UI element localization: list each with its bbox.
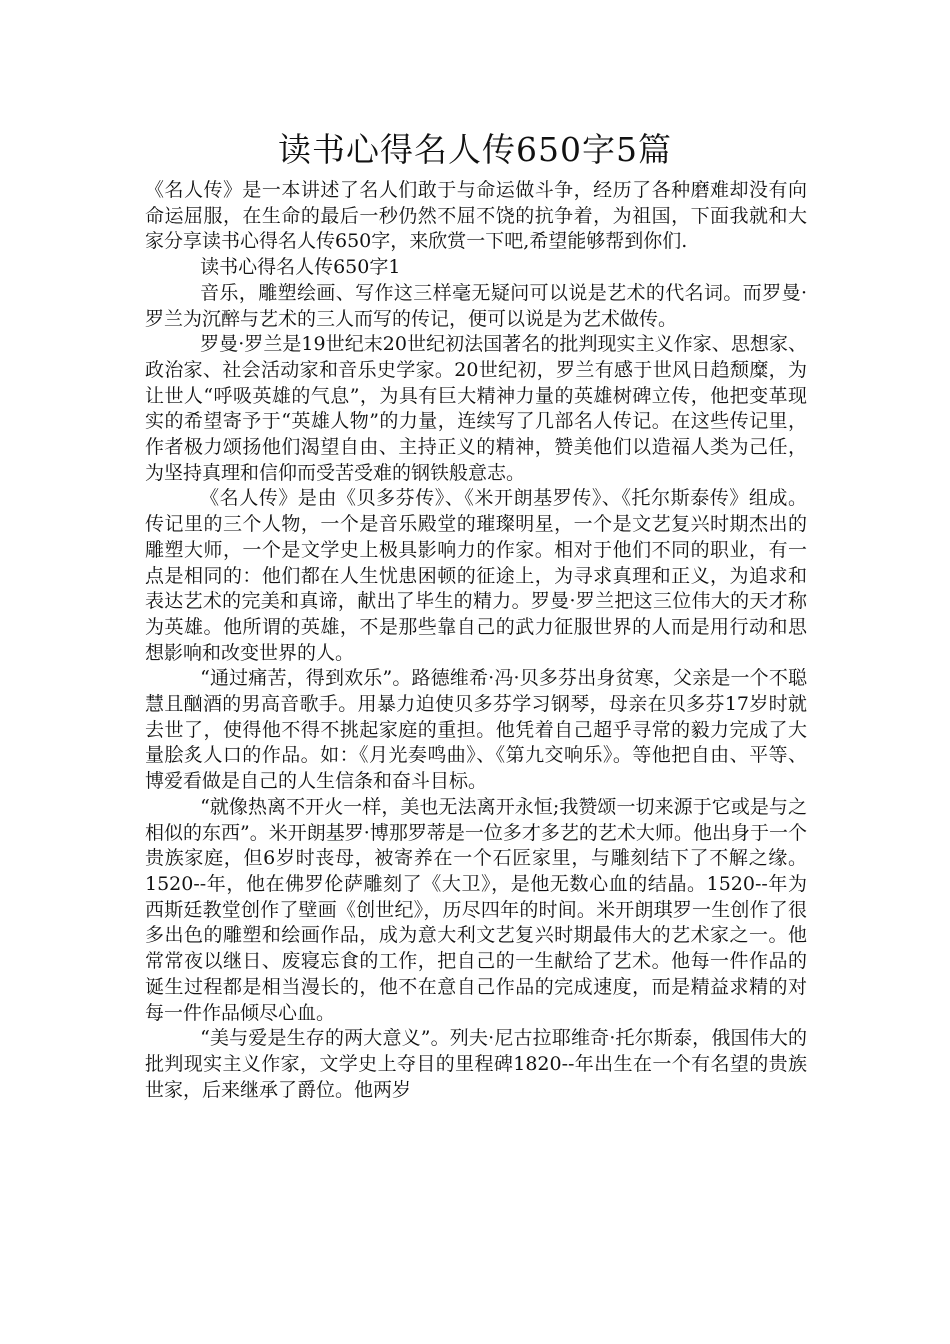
paragraph-3: 《名人传》是由《贝多芬传》、《米开朗基罗传》、《托尔斯泰传》组成。传记里的三个人物，一个是音乐殿堂的璀璨明星，一个是文艺复兴时期杰出的雕塑大师，一个是文学史上极具影响力的作家。相对于他们不同的职业，有一点是相同的：他们都在人生忧患困顿的征途上，为寻求真理和正义，为追求和表达艺术的完美和真谛，献出了毕生的精力。罗曼·罗兰把这三位伟大的天才称为英雄。他所谓的英雄，不是那些靠自己的武力征服世界的人而是用行动和思想影响和改变世界的人。 bbox=[145, 487, 807, 664]
document-body bbox=[145, 178, 807, 1103]
intro-paragraph: 《名人传》是一本讲述了名人们敢于与命运做斗争，经历了各种磨难却没有向命运屈服，在生命的最后一秒仍然不屈不饶的抗争着，为祖国，下面我就和大家分享读书心得名人传650字，来欣赏一下吧,希望能够帮到你们. bbox=[145, 179, 807, 253]
paragraph-5: “就像热离不开火一样，美也无法离开永恒;我赞颂一切来源于它或是与之相似的东西”。米开朗基罗·博那罗蒂是一位多才多艺的艺术大师。他出身于一个贵族家庭，但6岁时丧母，被寄养在一个石匠家里，与雕刻结下了不解之缘。1520--年，他在佛罗伦萨雕刻了《大卫》，是他无数心血的结晶。1520--年为西斯廷教堂创作了壁画《创世纪》，历尽四年的时间。米开朗琪罗一生创作了很多出色的雕塑和绘画作品，成为意大利文艺复兴时期最伟大的艺术家之一。他常常夜以继日、废寝忘食的工作，把自己的一生献给了艺术。他每一件作品的诞生过程都是相当漫长的，他不在意自己作品的完成速度，而是精益求精的对每一件作品倾尽心血。 bbox=[145, 795, 807, 1024]
paragraph-4: “通过痛苦，得到欢乐”。路德维希·冯·贝多芬出身贫寒，父亲是一个不聪慧且酗酒的男高音歌手。用暴力迫使贝多芬学习钢琴，母亲在贝多芬17岁时就去世了，使得他不得不挑起家庭的重担。他凭着自己超乎寻常的毅力完成了大量脍炙人口的作品。如：《月光奏鸣曲》、《第九交响乐》。等他把自由、平等、博爱看做是自己的人生信条和奋斗目标。 bbox=[145, 667, 807, 793]
paragraph-1: 音乐，雕塑绘画、写作这三样毫无疑问可以说是艺术的代名词。而罗曼·罗兰为沉醉与艺术的三人而写的传记，便可以说是为艺术做传。 bbox=[145, 281, 807, 330]
paragraph-6: “美与爱是生存的两大意义”。列夫·尼古拉耶维奇·托尔斯泰，俄国伟大的批判现实主义作家，文学史上夺目的里程碑1820--年出生在一个有名望的贵族世家，后来继承了爵位。他两岁 bbox=[145, 1027, 807, 1101]
paragraph-2: 罗曼·罗兰是19世纪末20世纪初法国著名的批判现实主义作家、思想家、政治家、社会活动家和音乐史学家。20世纪初，罗兰有感于世风日趋颓糜，为让世人“呼吸英雄的气息”，为具有巨大精神力量的英雄树碑立传，他把变革现实的希望寄予于“英雄人物”的力量，连续写了几部名人传记。在这些传记里，作者极力颂扬他们渴望自由、主持正义的精神，赞美他们以造福人类为己任，为坚持真理和信仰而受苦受难的钢铁般意志。 bbox=[145, 333, 807, 484]
page-title: 读书心得名人传650字5篇 bbox=[278, 130, 672, 169]
section-heading: 读书心得名人传650字1 bbox=[200, 256, 401, 279]
